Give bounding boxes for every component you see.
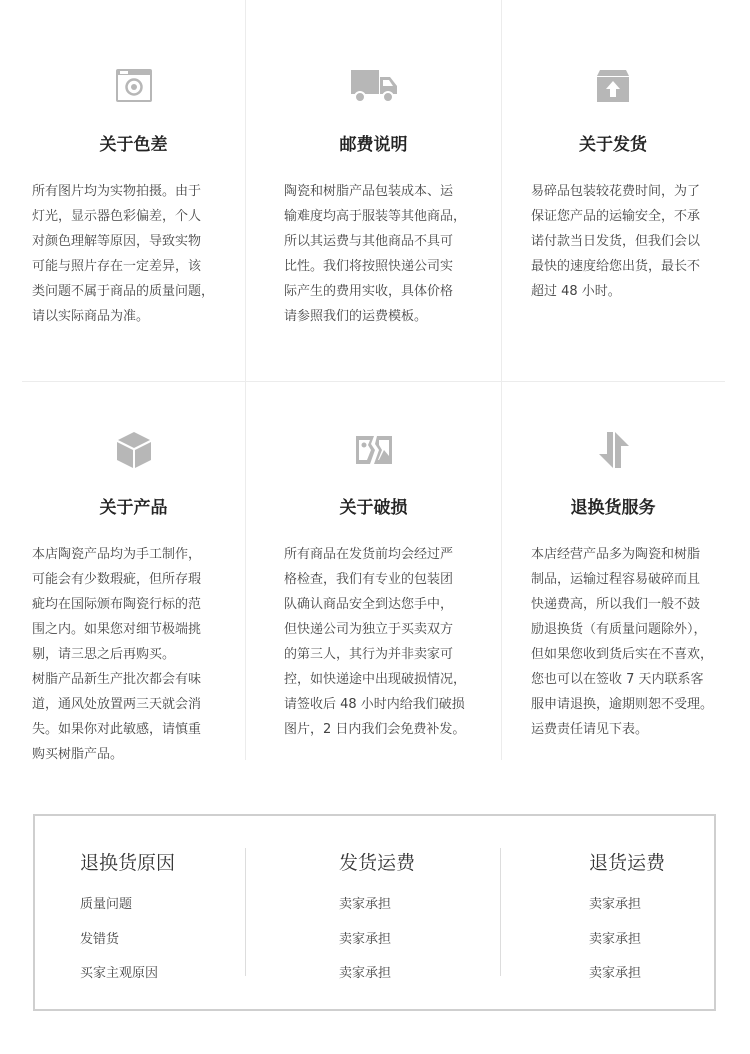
table-column-outbound-fee xyxy=(245,848,501,981)
table-header: 退货运费 xyxy=(589,852,666,874)
text-line: 服申请退换，逾期则恕不受理。 xyxy=(531,697,714,712)
text-line: 队确认商品安全到达您手中， xyxy=(284,597,454,612)
section-text xyxy=(284,179,484,329)
text-line: 类问题不属于商品的质量问题， xyxy=(32,284,215,299)
text-line: 所以其运费与其他商品不具可 xyxy=(284,234,454,249)
text-line: 易碎品包装较花费时间，为了 xyxy=(531,184,701,199)
table-cell: 卖家承担 xyxy=(589,966,642,981)
table-cell: 买家主观原因 xyxy=(80,966,159,981)
text-line: 最快的速度给您出货，最长不 xyxy=(531,259,701,274)
table-cell: 卖家承担 xyxy=(589,932,642,947)
section-title: 邮费说明 xyxy=(339,135,408,155)
section-title: 退换货服务 xyxy=(570,498,656,518)
text-line: 保证您产品的运输安全，不承 xyxy=(531,209,701,224)
truck-icon xyxy=(352,66,396,106)
section-title: 关于色差 xyxy=(99,135,168,155)
text-line: 陶瓷和树脂产品包装成本、运 xyxy=(284,184,454,199)
section-return-service xyxy=(501,382,725,760)
table-cell: 发错货 xyxy=(80,932,120,947)
text-line: 道，通风处放置两三天就会消 xyxy=(32,697,202,712)
text-line: 诺付款当日发货，但我们会以 xyxy=(531,234,701,249)
section-delivery xyxy=(501,0,725,382)
text-line: 对颜色理解等原因，导致实物 xyxy=(32,234,202,249)
text-line: 格检查，我们有专业的包装团 xyxy=(284,572,454,587)
section-title: 关于产品 xyxy=(99,498,168,518)
info-grid xyxy=(22,0,725,762)
text-line: 本店经营产品多为陶瓷和树脂 xyxy=(531,547,701,562)
section-title: 关于发货 xyxy=(579,135,647,155)
section-title: 关于破损 xyxy=(339,498,408,518)
table-cell: 卖家承担 xyxy=(339,932,392,947)
section-text xyxy=(284,542,484,742)
info-row-2 xyxy=(22,382,725,760)
shipping-responsibility-table xyxy=(33,814,716,1011)
table-cell: 质量问题 xyxy=(80,897,133,912)
text-line: 可能与照片存在一定差异，该 xyxy=(32,259,202,274)
text-line: 请签收后 48 小时内给我们破损 xyxy=(284,697,465,712)
table-column-reason xyxy=(80,848,245,981)
table-header: 退换货原因 xyxy=(80,852,176,874)
table-header: 发货运费 xyxy=(339,852,416,874)
text-line: 树脂产品新生产批次都会有味 xyxy=(32,672,202,687)
text-line: 请参照我们的运费模板。 xyxy=(284,309,428,324)
text-line: 所有图片均为实物拍摄。由于 xyxy=(32,184,202,199)
section-damage xyxy=(245,382,502,760)
broken-image-icon xyxy=(352,430,396,470)
table-column-return-fee xyxy=(500,848,712,981)
table-cell: 卖家承担 xyxy=(589,897,642,912)
text-line: 您也可以在签收 7 天内联系客 xyxy=(531,672,704,687)
section-text xyxy=(32,179,235,329)
text-line: 本店陶瓷产品均为手工制作， xyxy=(32,547,202,562)
text-line: 失。如果你对此敏感，请慎重 xyxy=(32,722,202,737)
text-line: 控，如快递途中出现破损情况， xyxy=(284,672,467,687)
text-line: 际产生的费用实收，具体价格 xyxy=(284,284,454,299)
text-line: 励退换货（有质量问题除外）， xyxy=(531,622,707,637)
text-line: 图片，2 日内我们会免费补发。 xyxy=(284,722,466,737)
text-line: 围之内。如果您对细节极端挑 xyxy=(32,622,202,637)
text-line: 但快递公司为独立于买卖双方 xyxy=(284,622,454,637)
text-line: 快递费高，所以我们一般不鼓 xyxy=(531,597,701,612)
text-line: 比性。我们将按照快递公司实 xyxy=(284,259,454,274)
text-line: 灯光，显示器色彩偏差，个人 xyxy=(32,209,202,224)
camera-icon xyxy=(112,66,156,106)
section-text xyxy=(531,179,727,304)
section-product xyxy=(22,382,245,760)
text-line: 输难度均高于服装等其他商品， xyxy=(284,209,467,224)
exchange-icon xyxy=(591,430,635,470)
text-line: 的第三人，其行为并非卖家可 xyxy=(284,647,454,662)
upload-box-icon xyxy=(591,66,635,106)
text-line: 制品，运输过程容易破碎而且 xyxy=(531,572,701,587)
text-line: 请以实际商品为准。 xyxy=(32,309,150,324)
cube-icon xyxy=(112,430,156,470)
text-line: 但如果您收到货后实在不喜欢， xyxy=(531,647,714,662)
text-line: 超过 48 小时。 xyxy=(531,284,621,299)
text-line: 剔，请三思之后再购买。 xyxy=(32,647,176,662)
table-cell: 卖家承担 xyxy=(339,897,392,912)
text-line: 可能会有少数瑕疵，但所存瑕 xyxy=(32,572,202,587)
section-color-difference xyxy=(22,0,245,382)
info-row-1 xyxy=(22,0,725,382)
table-cell: 卖家承担 xyxy=(339,966,392,981)
section-text xyxy=(32,542,235,767)
section-shipping-fee xyxy=(245,0,502,382)
text-line: 运费责任请见下表。 xyxy=(531,722,649,737)
text-line: 购买树脂产品。 xyxy=(32,747,124,762)
text-line: 所有商品在发货前均会经过严 xyxy=(284,547,454,562)
section-text xyxy=(531,542,727,742)
text-line: 疵均在国际颁布陶瓷行标的范 xyxy=(32,597,202,612)
